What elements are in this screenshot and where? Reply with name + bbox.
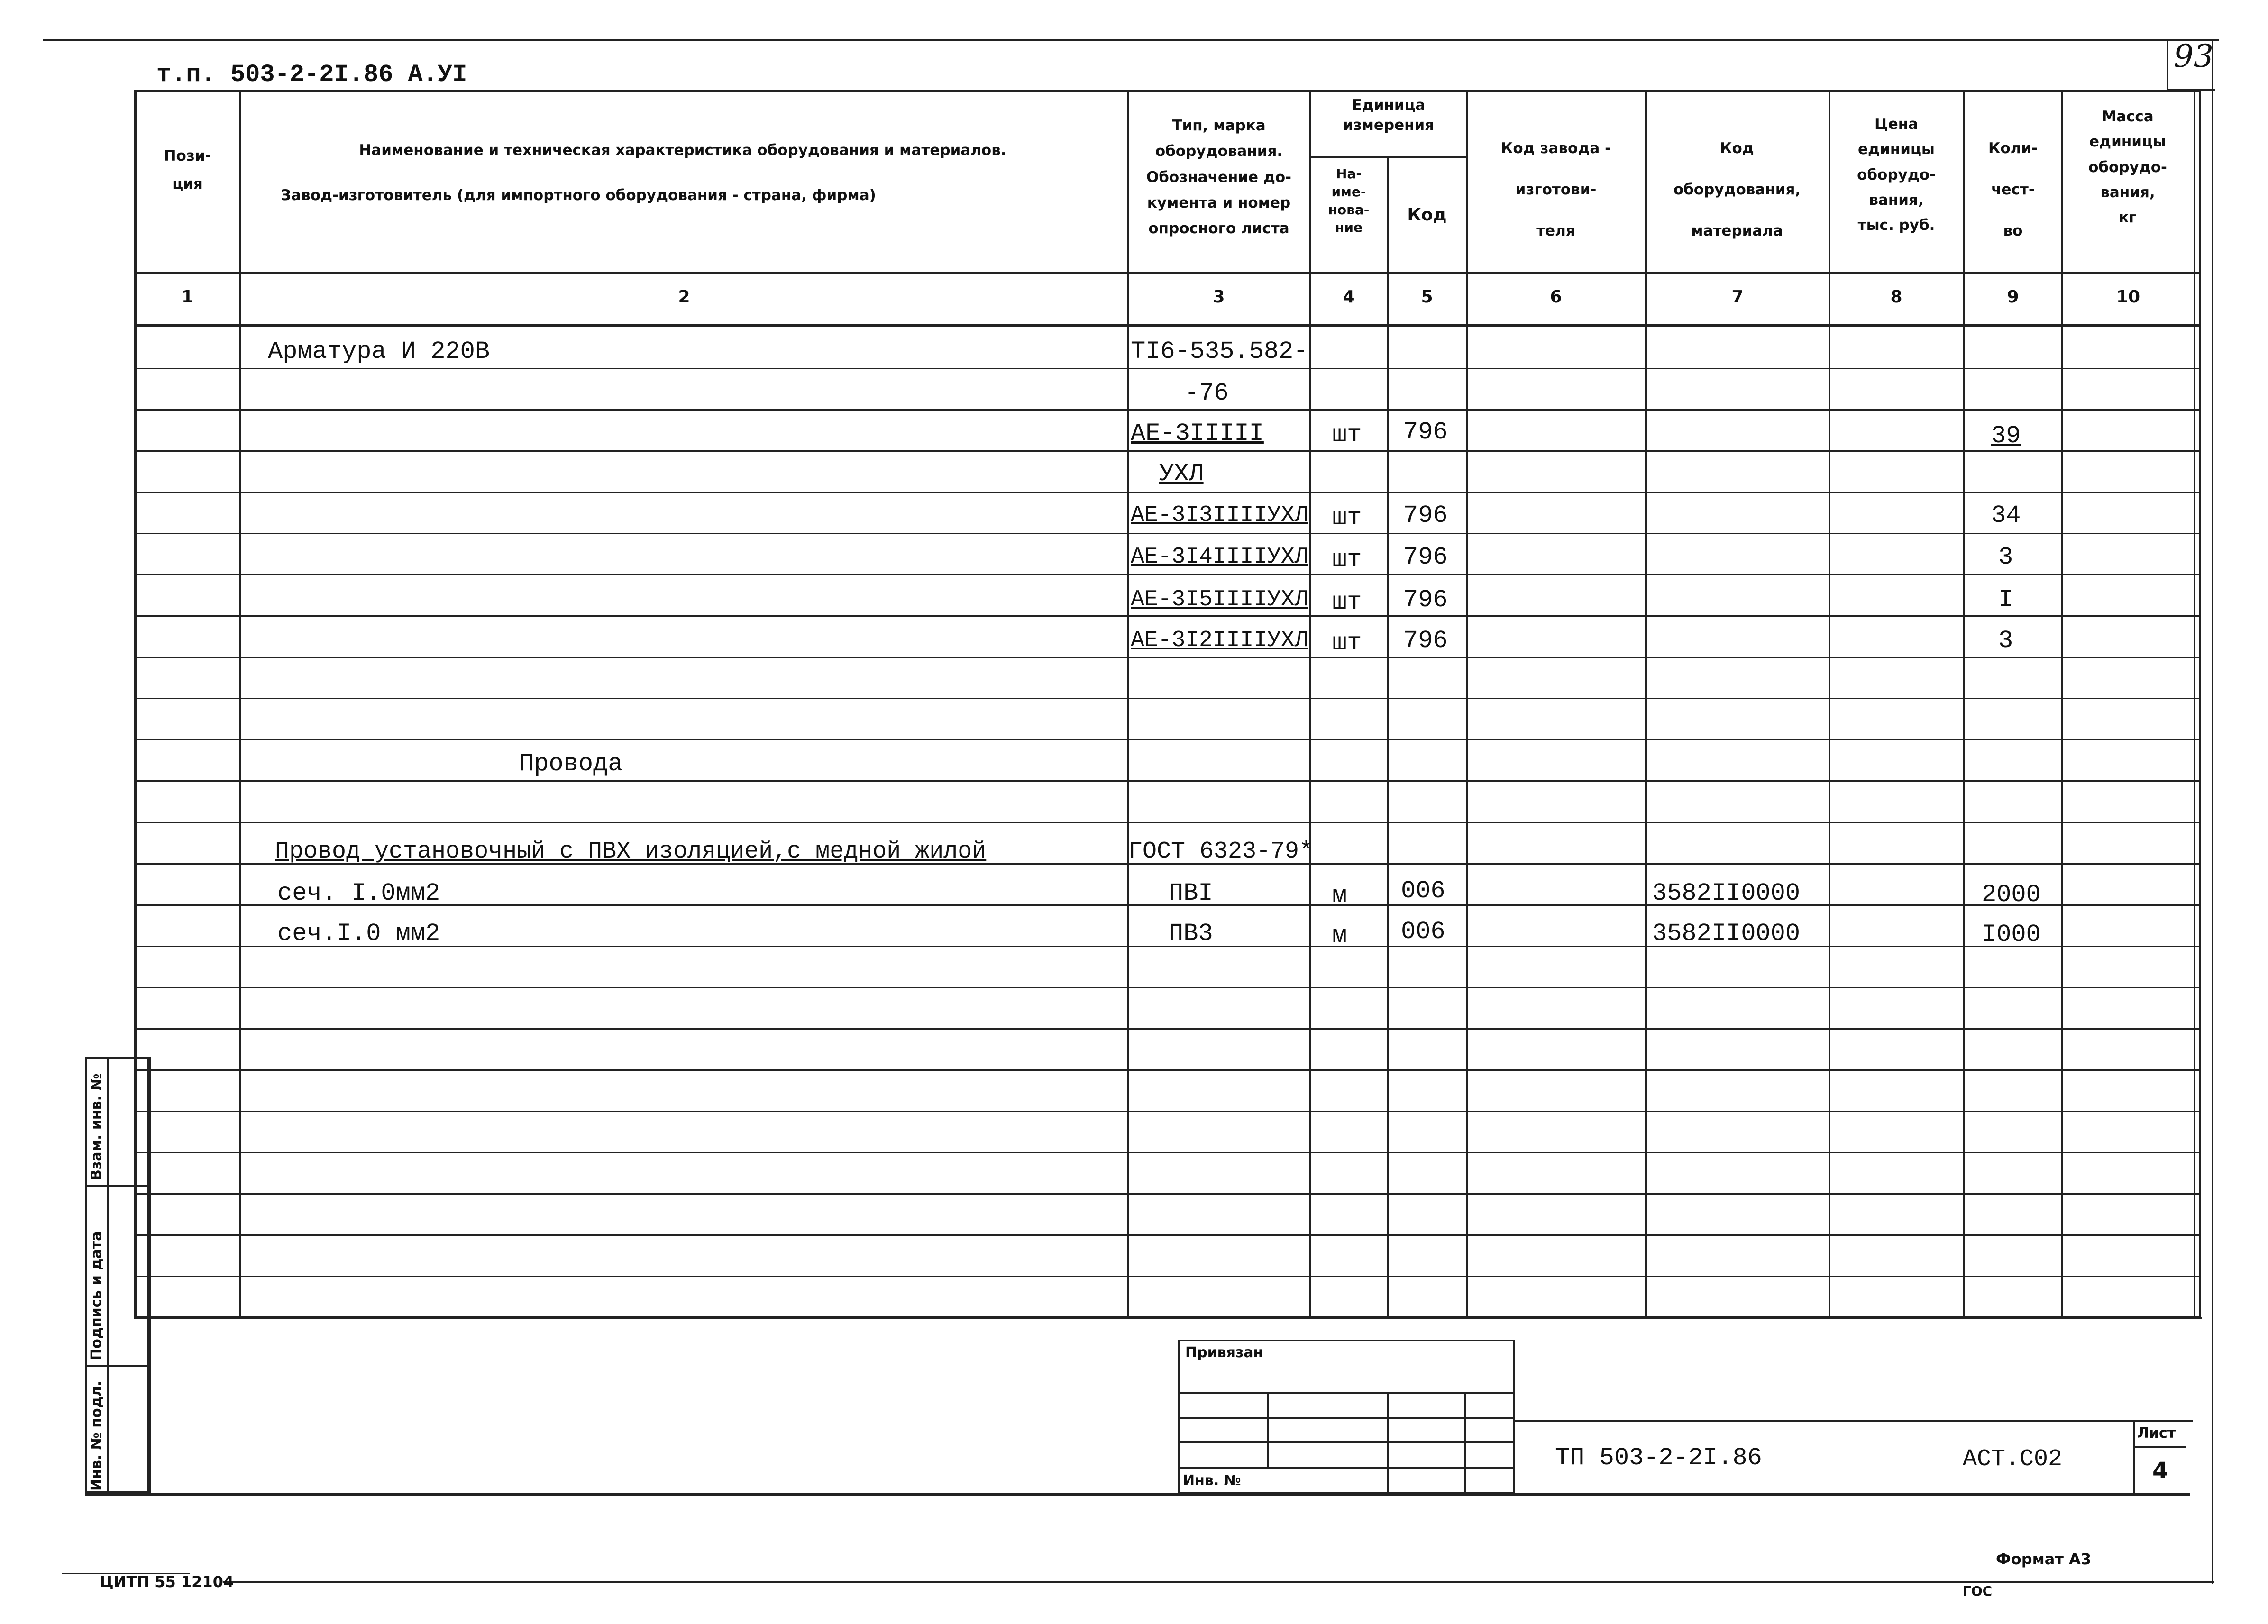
header-col8: Цена единицы оборудо- вания, тыс. руб. bbox=[1857, 116, 1936, 234]
col-line-2 bbox=[1127, 90, 1129, 1319]
row13-type: ПВI bbox=[1169, 879, 1213, 907]
list-label: Лист bbox=[2137, 1425, 2176, 1442]
list-box-divider bbox=[2133, 1446, 2186, 1448]
row6-unit: шт bbox=[1332, 588, 1362, 616]
row-line bbox=[134, 822, 2201, 823]
row-line bbox=[134, 409, 2201, 411]
row-line bbox=[134, 780, 2201, 782]
row13-unit: м bbox=[1332, 882, 1347, 910]
header-col10: Масса единицы оборудо- вания, кг bbox=[2088, 108, 2167, 227]
lower-frame-bottom bbox=[85, 1493, 2190, 1496]
row13-qty: 2000 bbox=[1982, 881, 2041, 909]
inv-no-label: Инв. № bbox=[1183, 1472, 1241, 1489]
row7-qty: 3 bbox=[1998, 627, 2013, 655]
list-number: 4 bbox=[2152, 1458, 2168, 1484]
row-line bbox=[134, 1069, 2201, 1071]
row14-code: 006 bbox=[1401, 918, 1445, 946]
right-border-line bbox=[2212, 39, 2213, 1584]
bottom-right-fragment: ГОС bbox=[1963, 1583, 1993, 1597]
side-stamp-line-1 bbox=[85, 1185, 149, 1187]
row12-type: ГОСТ 6323-79* bbox=[1128, 838, 1314, 865]
sheet-top-label: т.п. 503-2-2I.86 А.УI bbox=[156, 61, 467, 89]
header-unit-group: Единица измерения bbox=[1343, 97, 1435, 134]
row-line bbox=[134, 533, 2201, 534]
col-line-9 bbox=[2061, 90, 2063, 1319]
row14-type: ПВ3 bbox=[1169, 920, 1213, 948]
row2-qty: 39 bbox=[1991, 422, 2021, 450]
row7-unit: шт bbox=[1332, 629, 1362, 657]
row-line bbox=[134, 657, 2201, 658]
header-col3: Тип, марка оборудования. Обозначение до- кумента и номер опросного листа bbox=[1146, 117, 1292, 237]
header-col7: Код оборудования, материала bbox=[1673, 140, 1801, 239]
row4-type: АЕ-3I3IIIIУХЛ bbox=[1131, 502, 1308, 528]
colnum-6: 6 bbox=[1550, 287, 1562, 307]
header-col1: Пози- ция bbox=[164, 147, 211, 192]
row-line bbox=[134, 987, 2201, 988]
row-line bbox=[134, 615, 2201, 617]
row1-type: -76 bbox=[1184, 379, 1229, 407]
row6-code: 796 bbox=[1403, 586, 1448, 614]
row13-equip-code: 3582II0000 bbox=[1652, 879, 1801, 907]
row2-unit: шт bbox=[1332, 421, 1362, 449]
bottom-left-label: ЦИТП 55 12104 bbox=[100, 1573, 234, 1591]
row6-type: АЕ-3I5IIIIУХЛ bbox=[1131, 587, 1308, 612]
row5-code: 796 bbox=[1403, 543, 1448, 571]
top-border-line bbox=[43, 39, 2219, 41]
row14-equip-code: 3582II0000 bbox=[1652, 920, 1801, 948]
col-line-7 bbox=[1829, 90, 1830, 1319]
col-line-8 bbox=[1963, 90, 1965, 1319]
lower-frame-left bbox=[149, 1057, 151, 1496]
side-stamp-divider bbox=[107, 1057, 109, 1493]
row14-unit: м bbox=[1332, 921, 1347, 949]
header-col9: Коли- чест- во bbox=[1988, 140, 2038, 239]
row-line bbox=[134, 739, 2201, 740]
row12-name: Провод установочный с ПВХ изоляцией,с медной жилой bbox=[275, 838, 987, 865]
header-col4: На- име- нова- ние bbox=[1328, 166, 1370, 236]
row4-unit: шт bbox=[1332, 504, 1362, 532]
row-line bbox=[134, 1111, 2201, 1112]
colnum-1: 1 bbox=[181, 287, 194, 307]
header-col6: Код завода - изготови- теля bbox=[1501, 140, 1611, 239]
row-line bbox=[134, 1276, 2201, 1277]
side-stamp-line-2 bbox=[85, 1365, 149, 1367]
row-line bbox=[134, 492, 2201, 493]
privyazan-label: Привязан bbox=[1185, 1344, 1263, 1361]
colnum-2: 2 bbox=[678, 287, 690, 307]
row13-code: 006 bbox=[1401, 877, 1445, 905]
colnum-8: 8 bbox=[1890, 287, 1902, 307]
colnum-3: 3 bbox=[1213, 287, 1225, 307]
row-line bbox=[134, 698, 2201, 699]
row-line bbox=[134, 946, 2201, 947]
row5-qty: 3 bbox=[1998, 543, 2013, 571]
row5-type: АЕ-3I4IIIIУХЛ bbox=[1131, 544, 1308, 570]
row4-qty: 34 bbox=[1991, 502, 2021, 529]
col-line-6 bbox=[1645, 90, 1647, 1319]
row4-code: 796 bbox=[1403, 502, 1448, 529]
row2-code: 796 bbox=[1403, 418, 1448, 446]
row14-qty: I000 bbox=[1982, 921, 2041, 949]
row7-code: 796 bbox=[1403, 627, 1448, 655]
colnum-5: 5 bbox=[1421, 287, 1433, 307]
row-line bbox=[134, 1234, 2201, 1236]
table-frame bbox=[134, 90, 2201, 1319]
row3-type: УХЛ bbox=[1159, 460, 1204, 488]
colnum-9: 9 bbox=[2007, 287, 2019, 307]
row0-type: ТI6-535.582- bbox=[1131, 338, 1308, 365]
col-line-4 bbox=[1387, 156, 1389, 1319]
format-label: Формат А3 bbox=[1996, 1550, 2092, 1568]
title-block-top bbox=[1515, 1420, 2193, 1422]
row5-unit: шт bbox=[1332, 546, 1362, 574]
header-col2-line1: Наименование и техническая характеристика оборудования и материалов. bbox=[359, 142, 1006, 159]
side-podpis-label: Подпись и дата bbox=[88, 1231, 105, 1360]
col-line-5 bbox=[1466, 90, 1468, 1319]
row14-name: сеч.I.0 мм2 bbox=[277, 920, 440, 948]
sheet-code: АСТ.С02 bbox=[1963, 1446, 2063, 1473]
row6-qty: I bbox=[1998, 586, 2013, 614]
row7-type: АЕ-3I2IIIIУХЛ bbox=[1131, 628, 1308, 653]
col-line-10 bbox=[2194, 90, 2195, 1319]
doc-code: ТП 503-2-2I.86 bbox=[1555, 1444, 1762, 1472]
colnum-7: 7 bbox=[1731, 287, 1744, 307]
row0-name: Арматура И 220В bbox=[268, 338, 490, 365]
header-bottom-line bbox=[134, 272, 2201, 274]
row10-name: Провода bbox=[519, 750, 623, 778]
row13-name: сеч. I.0мм2 bbox=[277, 879, 440, 907]
row-line bbox=[134, 450, 2201, 452]
col-line-3 bbox=[1309, 90, 1311, 1319]
col-line-1 bbox=[239, 90, 241, 1319]
privyazan-vline-1 bbox=[1267, 1392, 1269, 1468]
header-col2-line2: Завод-изготовитель (для импортного оборудования - страна, фирма) bbox=[281, 187, 876, 204]
header-col5: Код bbox=[1407, 205, 1447, 225]
privyazan-vline-3 bbox=[1464, 1392, 1466, 1494]
colnum-bottom-line bbox=[134, 324, 2201, 327]
colnum-4: 4 bbox=[1343, 287, 1355, 307]
bottom-border-line bbox=[223, 1581, 2214, 1583]
lower-frame-top bbox=[149, 1317, 2202, 1319]
row-line bbox=[134, 368, 2201, 369]
colnum-10: 10 bbox=[2116, 287, 2140, 307]
privyazan-vline-2 bbox=[1387, 1392, 1389, 1494]
row2-type: АЕ-3IIIII bbox=[1131, 420, 1264, 447]
row-line bbox=[134, 1193, 2201, 1195]
row-line bbox=[134, 574, 2201, 575]
side-inv-label: Инв. № подл. bbox=[88, 1380, 105, 1491]
page-number-handwritten: 93 bbox=[2174, 38, 2213, 74]
side-vzam-label: Взам. инв. № bbox=[88, 1073, 105, 1180]
row-line bbox=[134, 904, 2201, 906]
row-line bbox=[134, 1152, 2201, 1153]
row-line bbox=[134, 1028, 2201, 1030]
